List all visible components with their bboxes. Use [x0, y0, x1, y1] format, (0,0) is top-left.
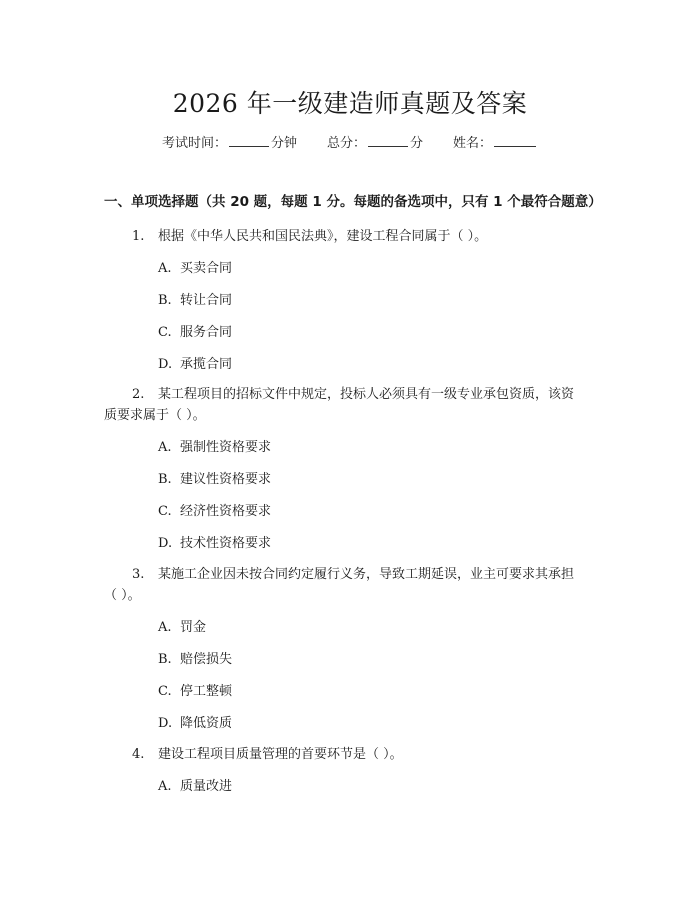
question-number: 2.: [132, 387, 145, 402]
question-text: 建设工程项目质量管理的首要环节是（ ）。: [158, 747, 403, 762]
option-2-c: C. 经济性资格要求: [158, 504, 272, 519]
question-number: 1.: [132, 229, 145, 244]
option-3-c: C. 停工整顿: [158, 684, 233, 699]
question-number: 4.: [132, 747, 145, 762]
exam-meta: [0, 132, 700, 151]
question-2-continued: 质要求属于（ ）。: [104, 408, 206, 423]
question-text: 某施工企业因未按合同约定履行义务，导致工期延误，业主可要求其承担: [158, 567, 575, 582]
question-1: [132, 225, 487, 244]
option-2-d: D. 技术性资格要求: [158, 536, 272, 551]
option-3-b: B. 赔偿损失: [158, 652, 233, 667]
section-heading: 一、单项选择题（共 20 题，每题 1 分。每题的备选项中，只有 1 个最符合题意）: [104, 194, 602, 210]
time-label: 考试时间：: [161, 136, 227, 151]
question-4: [132, 743, 403, 762]
option-2-a: A. 强制性资格要求: [158, 440, 272, 455]
option-2-b: B. 建议性资格要求: [158, 472, 272, 487]
name-label: 姓名：: [453, 136, 493, 151]
option-3-d: D. 降低资质: [158, 716, 233, 731]
option-4-a: A. 质量改进: [158, 779, 233, 794]
question-number: 3.: [132, 567, 145, 582]
time-unit: 分钟: [270, 136, 297, 151]
option-1-b: B. 转让合同: [158, 293, 233, 308]
score-blank: [368, 145, 408, 147]
exam-title: 2026 年一级建造师真题及答案: [172, 89, 528, 118]
option-1-a: A. 买卖合同: [158, 261, 233, 276]
question-3-continued: （ ）。: [104, 588, 141, 603]
option-1-c: C. 服务合同: [158, 325, 233, 340]
name-blank: [494, 145, 536, 147]
question-2: [132, 383, 574, 402]
time-blank: [229, 145, 269, 147]
score-unit: 分: [410, 136, 424, 151]
question-text: 根据《中华人民共和国民法典》，建设工程合同属于（ ）。: [158, 229, 488, 244]
question-text: 某工程项目的招标文件中规定，投标人必须具有一级专业承包资质，该资: [158, 387, 575, 402]
question-3: [132, 563, 574, 582]
option-1-d: D. 承揽合同: [158, 357, 233, 372]
score-label: 总分：: [326, 136, 366, 151]
option-3-a: A. 罚金: [158, 620, 207, 635]
